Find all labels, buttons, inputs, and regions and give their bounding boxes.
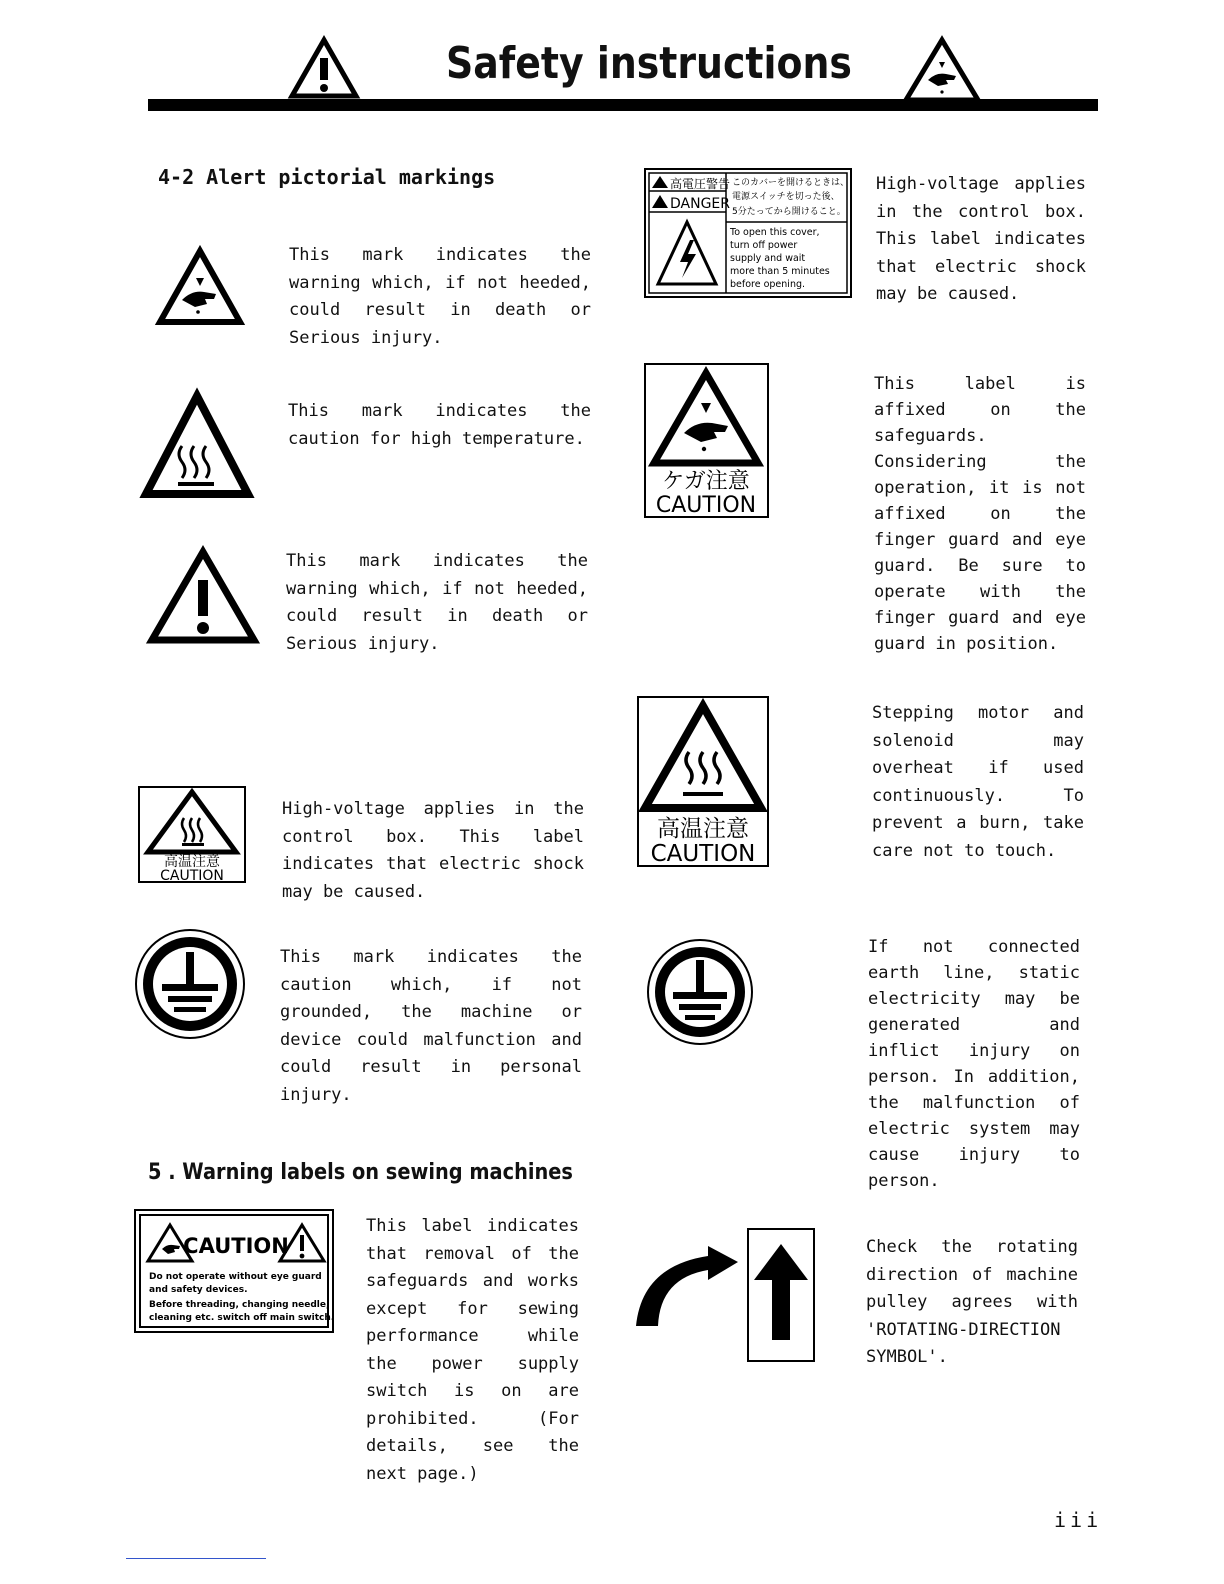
item-text: High-voltage applies in the control box. This label indicates that electric shock may be caused. <box>282 799 584 902</box>
ground-icon <box>134 928 246 1040</box>
item-text: This mark indicates the caution which, if not grounded, the machine or device could malfunction and could result in personal injury. <box>280 947 582 1105</box>
exclamation-warning-icon <box>148 546 258 646</box>
danger-en-line-2: turn off power <box>730 240 798 251</box>
high-voltage-danger-label <box>644 168 852 298</box>
high-temperature-caution-label <box>138 786 246 883</box>
danger-en-line-5: before opening. <box>730 279 806 290</box>
caution-line-1: Do not operate without eye guard <box>149 1272 322 1282</box>
high-temperature-caution-label <box>637 696 769 867</box>
hot-jp-text: 高温注意 <box>657 816 749 842</box>
item-text: This mark indicates the caution for high temperature. <box>288 401 591 449</box>
footer-rule <box>126 1558 266 1559</box>
injury-jp-text: ケガ注意 <box>662 469 750 494</box>
hand-injury-warning-icon <box>902 36 982 104</box>
caution-line-4: cleaning etc. switch off main switch. <box>149 1313 335 1323</box>
header-rule <box>148 99 1098 111</box>
item-text: High-voltage applies in the control box. This label indicates that electric shock may be caused. <box>876 174 1086 304</box>
item-text: This mark indicates the warning which, if not heeded, could result in death or Serious injury. <box>289 245 591 348</box>
hand-injury-warning-icon <box>156 246 244 326</box>
page-number: iii <box>1054 1508 1103 1532</box>
danger-jp-text: 高電圧警告 <box>670 177 731 191</box>
danger-en-line-1: To open this cover, <box>730 227 820 238</box>
caution-line-3: Before threading, changing needle, <box>149 1300 330 1310</box>
danger-jp-line-3: 5分たってから開けること。 <box>732 207 846 217</box>
section-heading-5: 5 . Warning labels on sewing machines <box>148 1160 573 1185</box>
section-heading-4-2: 4-2 Alert pictorial markings <box>158 165 496 189</box>
item-text: This label is affixed on the safeguards. Considering the operation, it is not affixed on the finger guard and eye guard. Be sure to operate with the finger guard and eye guard in position. <box>874 374 1086 654</box>
page-title: Safety instructions <box>446 38 852 89</box>
danger-text: DANGER <box>670 196 731 212</box>
danger-jp-line-2: 電源スイッチを切った後、 <box>732 192 840 202</box>
hot-jp-text: 高温注意 <box>164 854 220 870</box>
caution-header-text: CAUTION <box>183 1234 289 1258</box>
danger-en-line-3: supply and wait <box>730 253 806 264</box>
caution-eye-guard-label <box>134 1209 334 1333</box>
high-temperature-icon <box>142 390 252 500</box>
item-text: This mark indicates the warning which, if not heeded, could result in death or Serious injury. <box>286 551 588 654</box>
caution-text: CAUTION <box>160 868 224 884</box>
item-text: If not connected earth line, static electricity may be generated and inflict injury on person. In addition, the malfunction of electric system may cause injury to person. <box>868 937 1080 1191</box>
injury-caution-label <box>644 363 769 518</box>
danger-en-line-4: more than 5 minutes <box>730 266 830 277</box>
danger-jp-line-1: このカバーを開けるときは、 <box>732 178 850 188</box>
item-text: Stepping motor and solenoid may overheat if used continuously. To prevent a burn, take care not to touch. <box>872 703 1084 861</box>
item-text: Check the rotating direction of machine pulley agrees with 'ROTATING-DIRECTION SYMBOL'. <box>866 1237 1078 1367</box>
exclamation-warning-icon <box>288 36 360 100</box>
caution-line-2: and safety devices. <box>149 1285 248 1295</box>
caution-text: CAUTION <box>650 841 756 867</box>
caution-text: CAUTION <box>655 493 757 518</box>
item-text: This label indicates that removal of the safeguards and works except for sewing performance while the power supply switch is on are prohibited. (For details, see the next page.) <box>366 1216 579 1484</box>
ground-icon <box>646 938 754 1046</box>
rotation-direction-icon <box>628 1228 818 1363</box>
